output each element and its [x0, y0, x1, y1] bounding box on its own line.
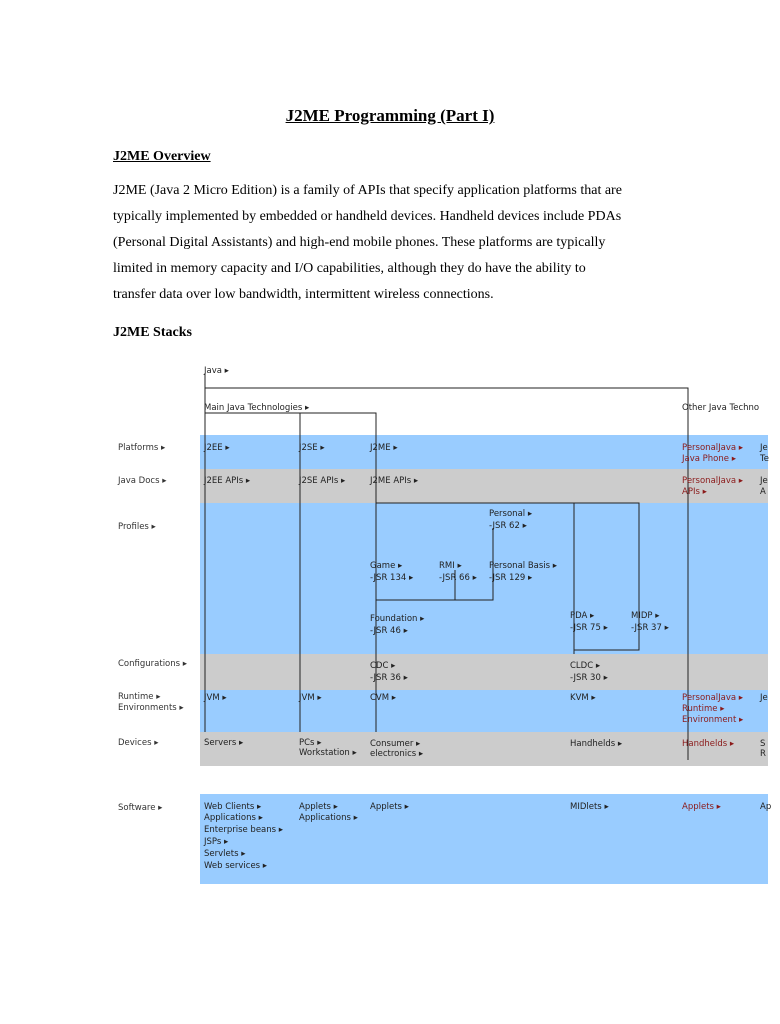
profile-rmi: RMI ▸: [439, 561, 462, 571]
platform-javaphone: Java Phone ▸: [682, 454, 736, 464]
config-cdc-jsr: -JSR 36 ▸: [370, 673, 408, 683]
config-cdc: CDC ▸: [370, 661, 396, 671]
profile-game-jsr: -JSR 134 ▸: [370, 573, 414, 583]
other-tech-label: Other Java Techno: [682, 403, 760, 413]
device-pcs: PCs ▸: [299, 738, 322, 748]
software-j2ee-1: Web Clients ▸: [204, 802, 262, 812]
software-pj: Applets ▸: [682, 802, 721, 812]
row-label-software: Software ▸: [118, 803, 163, 813]
software-j2ee-2: Applications ▸: [204, 813, 263, 823]
row-label-runtime-2: Environments ▸: [118, 703, 184, 713]
stacks-heading: J2ME Stacks: [113, 325, 192, 340]
main-tech-label: Main Java Technologies ▸: [204, 403, 310, 413]
docs-j2me: J2ME APIs ▸: [370, 476, 419, 486]
runtime-cut: Je: [760, 693, 768, 703]
row-label-java-docs: Java Docs ▸: [118, 476, 167, 486]
device-handhelds-pj: Handhelds ▸: [682, 739, 735, 749]
row-label-devices: Devices ▸: [118, 738, 159, 748]
runtime-kvm: KVM ▸: [570, 693, 596, 703]
device-handhelds: Handhelds ▸: [570, 739, 623, 749]
row-label-profiles: Profiles ▸: [118, 522, 156, 532]
profile-personal-jsr: -JSR 62 ▸: [489, 521, 527, 531]
paragraph-line: transfer data over low bandwidth, intermittent wireless connections.: [113, 287, 494, 302]
device-cut-2: R: [760, 749, 766, 759]
device-servers: Servers ▸: [204, 738, 244, 748]
platform-j2se: J2SE ▸: [299, 443, 325, 453]
docs-personaljava-apis: APIs ▸: [682, 487, 707, 497]
software-j2me: Applets ▸: [370, 802, 409, 812]
row-label-runtime: Runtime ▸: [118, 692, 161, 702]
profile-foundation-jsr: -JSR 46 ▸: [370, 626, 408, 636]
band-profiles: [200, 503, 768, 654]
docs-j2ee: J2EE APIs ▸: [204, 476, 251, 486]
device-workstation: Workstation ▸: [299, 748, 357, 758]
document-title: J2ME Programming (Part I): [285, 106, 495, 125]
profile-personal-basis: Personal Basis ▸: [489, 561, 558, 571]
docs-cut-1: Je: [760, 476, 768, 486]
software-j2ee-5: Servlets ▸: [204, 849, 246, 859]
platform-personaljava: PersonalJava ▸: [682, 443, 744, 453]
java-label: Java ▸: [204, 366, 229, 376]
profile-pda-jsr: -JSR 75 ▸: [570, 623, 608, 633]
profile-midp-jsr: -JSR 37 ▸: [631, 623, 669, 633]
software-j2ee-4: JSPs ▸: [204, 837, 229, 847]
docs-cut-2: A: [760, 487, 766, 497]
profile-midp: MIDP ▸: [631, 611, 660, 621]
profile-rmi-jsr: -JSR 66 ▸: [439, 573, 477, 583]
row-label-configurations: Configurations ▸: [118, 659, 188, 669]
docs-j2se: J2SE APIs ▸: [299, 476, 346, 486]
overview-paragraph: [113, 178, 673, 308]
profile-foundation: Foundation ▸: [370, 614, 425, 624]
runtime-jvm-j2se: JVM ▸: [299, 693, 322, 703]
band-configurations: [200, 654, 768, 690]
config-cldc-jsr: -JSR 30 ▸: [570, 673, 608, 683]
profile-pda: PDA ▸: [570, 611, 595, 621]
paragraph-line: limited in memory capacity and I/O capabilities, although they do have the ability to: [113, 261, 586, 276]
device-electronics: electronics ▸: [370, 749, 424, 759]
runtime-cvm: CVM ▸: [370, 693, 397, 703]
paragraph-line: (Personal Digital Assistants) and high-end mobile phones. These platforms are typically: [113, 235, 606, 250]
runtime-personaljava: PersonalJava ▸: [682, 693, 744, 703]
band-java-docs: [200, 469, 768, 503]
paragraph-line: typically implemented by embedded or handheld devices. Handheld devices include PDAs: [113, 209, 622, 224]
profile-personal-basis-jsr: -JSR 129 ▸: [489, 573, 533, 583]
software-j2se-2: Applications ▸: [299, 813, 358, 823]
row-label-platforms: Platforms ▸: [118, 443, 166, 453]
software-j2ee-6: Web services ▸: [204, 861, 268, 871]
profile-game: Game ▸: [370, 561, 403, 571]
j2me-stacks-diagram: [110, 360, 772, 890]
platform-cut-2: Te: [760, 454, 769, 464]
paragraph-line: J2ME (Java 2 Micro Edition) is a family of APIs that specify application platforms that are: [113, 183, 622, 198]
runtime-personaljava-3: Environment ▸: [682, 715, 744, 725]
software-j2ee-3: Enterprise beans ▸: [204, 825, 284, 835]
platform-j2ee: J2EE ▸: [204, 443, 230, 453]
software-cut: Ap: [760, 802, 772, 812]
software-j2se-1: Applets ▸: [299, 802, 338, 812]
overview-heading: J2ME Overview: [113, 149, 211, 164]
docs-personaljava: PersonalJava ▸: [682, 476, 744, 486]
band-devices: [200, 732, 768, 766]
device-cut-1: S: [760, 739, 766, 749]
runtime-personaljava-2: Runtime ▸: [682, 704, 725, 714]
platform-cut-1: Je: [760, 443, 768, 453]
config-cldc: CLDC ▸: [570, 661, 601, 671]
device-consumer: Consumer ▸: [370, 739, 421, 749]
profile-personal: Personal ▸: [489, 509, 533, 519]
platform-j2me: J2ME ▸: [370, 443, 398, 453]
runtime-jvm-j2ee: JVM ▸: [204, 693, 227, 703]
software-midlets: MIDlets ▸: [570, 802, 609, 812]
